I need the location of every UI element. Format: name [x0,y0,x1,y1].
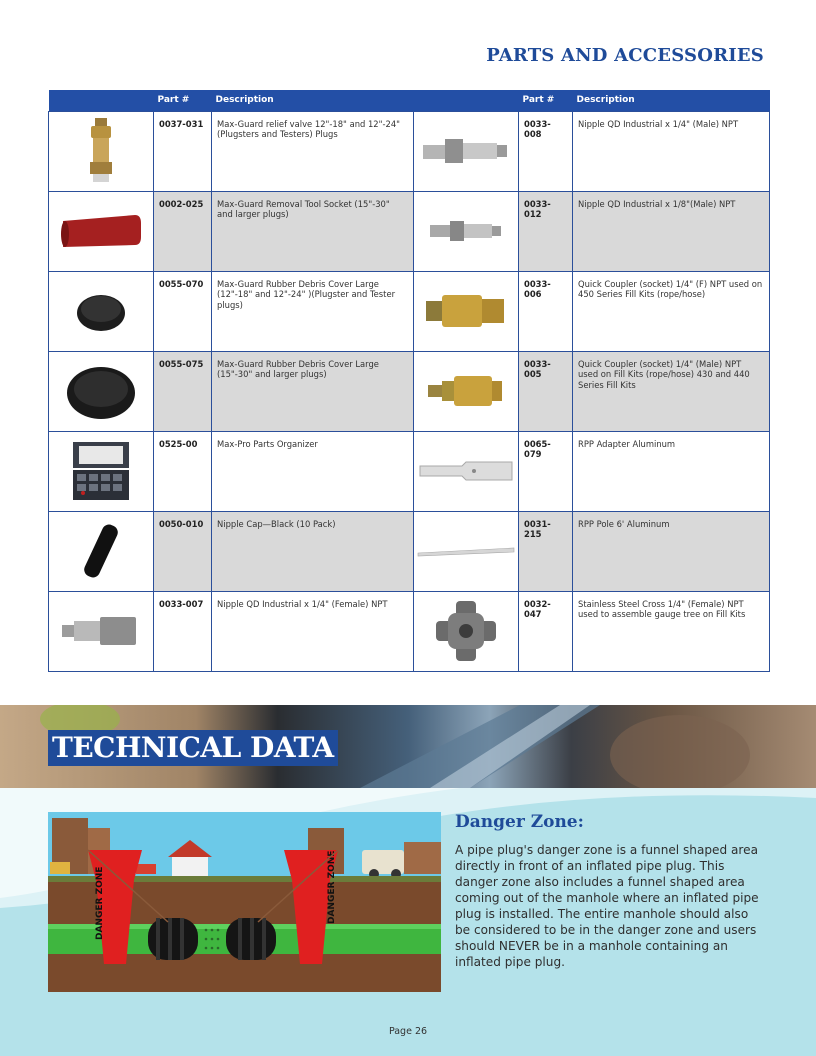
header-image-cell [49,90,154,111]
vehicle [136,864,156,874]
relief-valve-icon [81,116,121,186]
table-row [49,351,770,431]
header-part-number: Part # [154,90,212,111]
header-image-cell [414,90,519,111]
part-number: 0065-079 [519,431,573,511]
part-description: Max-Guard Rubber Debris Cover Large (15"-30" and larger plugs) [212,351,414,431]
part-number: 0525-00 [154,431,212,511]
danger-zone-body: A pipe plug's danger zone is a funnel shaped area directly in front of an inflated pipe plug. This danger zone also includes a funnel shaped area coming out of the manhole where an inflated pipe plug is installed. The entire manhole should also be considered to be in the danger zone and users should NEVER be in a manhole containing an inflated pipe plug. [455,843,759,969]
part-description: Max-Pro Parts Organizer [212,431,414,511]
page-number: Page 26 [388,1026,428,1037]
part-number: 0055-070 [154,271,212,351]
socket-tube-icon [59,211,143,251]
danger-zone-diagram [48,812,441,992]
product-image [49,191,154,271]
part-number: 0033-012 [519,191,573,271]
debris-cover-large-icon [65,361,137,421]
part-description: Max-Guard relief valve 12"-18" and 12"-24" (Plugsters and Testers) Plugs [212,111,414,191]
table-row [49,191,770,271]
part-description: Nipple Cap—Black (10 Pack) [212,511,414,591]
table-row [49,271,770,351]
vehicle [50,862,70,874]
nipple-cap-icon [77,521,125,581]
aluminum-pole-icon [416,543,516,559]
product-image [414,591,519,671]
part-number: 0033-005 [519,351,573,431]
product-image [49,271,154,351]
danger-zone-heading: Danger Zone: [455,812,584,832]
aluminum-adapter-icon [418,456,514,486]
debris-cover-small-icon [74,289,128,333]
part-number: 0050-010 [154,511,212,591]
table-row [49,111,770,191]
danger-zone-label-right: DANGER ZONE [327,850,337,924]
brass-coupler-male-icon [426,373,506,409]
part-description: Nipple QD Industrial x 1/8"(Male) NPT [573,191,770,271]
steel-cross-icon [434,599,498,663]
male-nipple-icon [421,133,511,169]
table-row [49,591,770,671]
part-number: 0031-215 [519,511,573,591]
inflated-plug-left [148,918,198,960]
product-image [414,511,519,591]
table-header-row [49,90,770,111]
part-number: 0037-031 [154,111,212,191]
part-description: RPP Adapter Aluminum [573,431,770,511]
part-description: Quick Coupler (socket) 1/4" (Male) NPT used on Fill Kits (rope/hose) 430 and 440 Series Fill Kits [573,351,770,431]
part-number: 0033-006 [519,271,573,351]
product-image [414,271,519,351]
male-nipple-small-icon [428,216,504,246]
part-number: 0033-008 [519,111,573,191]
header-description: Description [573,90,770,111]
danger-zone-label-left: DANGER ZONE [95,866,105,940]
building [404,842,441,874]
part-description: Max-Guard Rubber Debris Cover Large (12"-18" and 12"-24" )(Plugster and Tester plugs) [212,271,414,351]
product-image [414,191,519,271]
part-description: Quick Coupler (socket) 1/4" (F) NPT used on 450 Series Fill Kits (rope/hose) [573,271,770,351]
part-number: 0032-047 [519,591,573,671]
table-row [49,511,770,591]
product-image [49,591,154,671]
technical-data-title: TECHNICAL DATA [48,730,338,766]
product-image [49,431,154,511]
product-image [49,511,154,591]
header-description: Description [212,90,414,111]
parts-organizer-icon [71,440,131,502]
part-description: RPP Pole 6' Aluminum [573,511,770,591]
part-number: 0033-007 [154,591,212,671]
part-description: Nipple QD Industrial x 1/4" (Male) NPT [573,111,770,191]
part-description: Stainless Steel Cross 1/4" (Female) NPT used to assemble gauge tree on Fill Kits [573,591,770,671]
product-image [414,431,519,511]
part-description: Max-Guard Removal Tool Socket (15"-30" and larger plugs) [212,191,414,271]
part-description: Nipple QD Industrial x 1/4" (Female) NPT [212,591,414,671]
parts-table [48,90,770,672]
product-image [49,111,154,191]
part-number: 0055-075 [154,351,212,431]
brass-coupler-icon [424,291,508,331]
product-image [414,351,519,431]
page-title: PARTS AND ACCESSORIES [486,45,764,66]
table-row [49,431,770,511]
female-nipple-icon [60,611,142,651]
header-part-number: Part # [519,90,573,111]
part-number: 0002-025 [154,191,212,271]
house [172,856,208,876]
product-image [414,111,519,191]
product-image [49,351,154,431]
inflated-plug-right [226,918,276,960]
